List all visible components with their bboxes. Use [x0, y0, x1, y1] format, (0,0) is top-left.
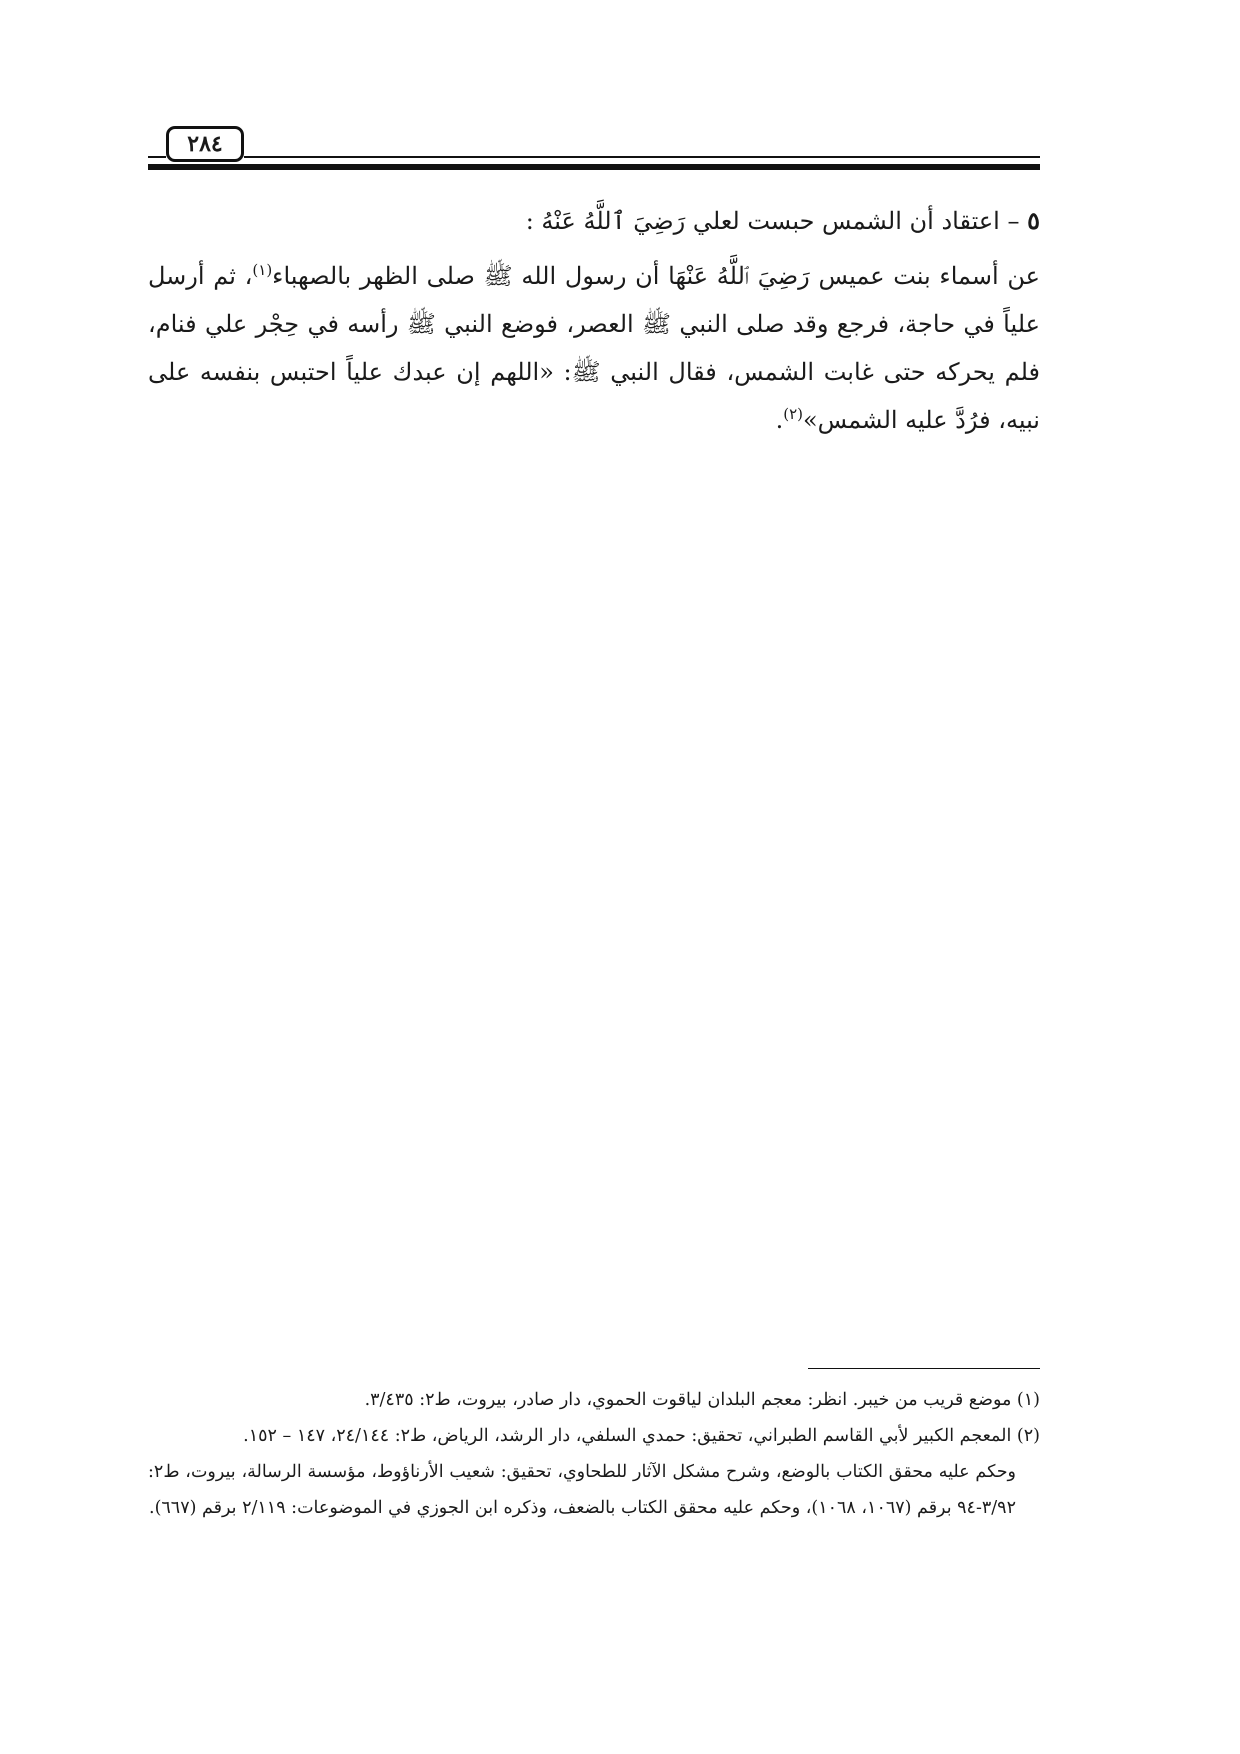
footnotes — [148, 1382, 1040, 1526]
body-paragraph — [148, 252, 1040, 444]
section-number: ٥ — [1027, 206, 1040, 235]
paragraph-end: . — [775, 406, 784, 434]
header-thick-rule — [148, 164, 1040, 170]
footnote-2-continuation: وحكم عليه محقق الكتاب بالوضع، وشرح مشكل الآثار للطحاوي، تحقيق: شعيب الأرناؤوط، مؤسسة الرسالة، بيروت، ط٢: ٣/٩٢-٩٤ برقم (١٠٦٧، ١٠٦٨)، وحكم عليه محقق الكتاب بالضعف، وذكره ابن الجوزي في الموضوعات: ٢/١١٩ برقم (٦٦٧). — [148, 1462, 1016, 1518]
paragraph-text-2: ، ثم أرسل علياً في حاجة، فرجع وقد صلى النبي ﷺ العصر، فوضع النبي ﷺ رأسه في حِجْر علي فنام، فلم يحركه حتى غابت الشمس، فقال النبي ﷺ: «اللهم إن عبدك علياً احتبس بنفسه على نبيه، فرُدَّ عليه الشمس» — [148, 262, 1040, 434]
footnote-2: (٢) المعجم الكبير لأبي القاسم الطبراني، تحقيق: حمدي السلفي، دار الرشد، الرياض، ط٢: ٢٤/١٤٤، ١٤٧ – ١٥٢. — [243, 1426, 1040, 1446]
page-header — [148, 126, 1040, 170]
header-thin-rule-right — [244, 156, 1040, 158]
footnote-1: (١) موضع قريب من خيبر. انظر: معجم البلدان لياقوت الحموي، دار صادر، بيروت، ط٢: ٣/٤٣٥. — [364, 1390, 1040, 1410]
main-content — [148, 196, 1040, 444]
footnote-separator — [808, 1368, 1040, 1369]
header-thin-rule-left — [148, 156, 166, 158]
page-number: ٢٨٤ — [166, 126, 244, 162]
section-title: – اعتقاد أن الشمس حبست لعلي رَضِيَ ٱللَّهُ عَنْهُ : — [525, 207, 1020, 235]
section-heading — [148, 196, 1040, 246]
footnote-ref-2[interactable]: (٢) — [783, 405, 803, 423]
paragraph-text-1: عن أسماء بنت عميس رَضِيَ ٱللَّهُ عَنْهَا أن رسول الله ﷺ صلى الظهر بالصهباء — [272, 262, 1040, 290]
footnote-ref-1[interactable]: (١) — [252, 261, 273, 279]
